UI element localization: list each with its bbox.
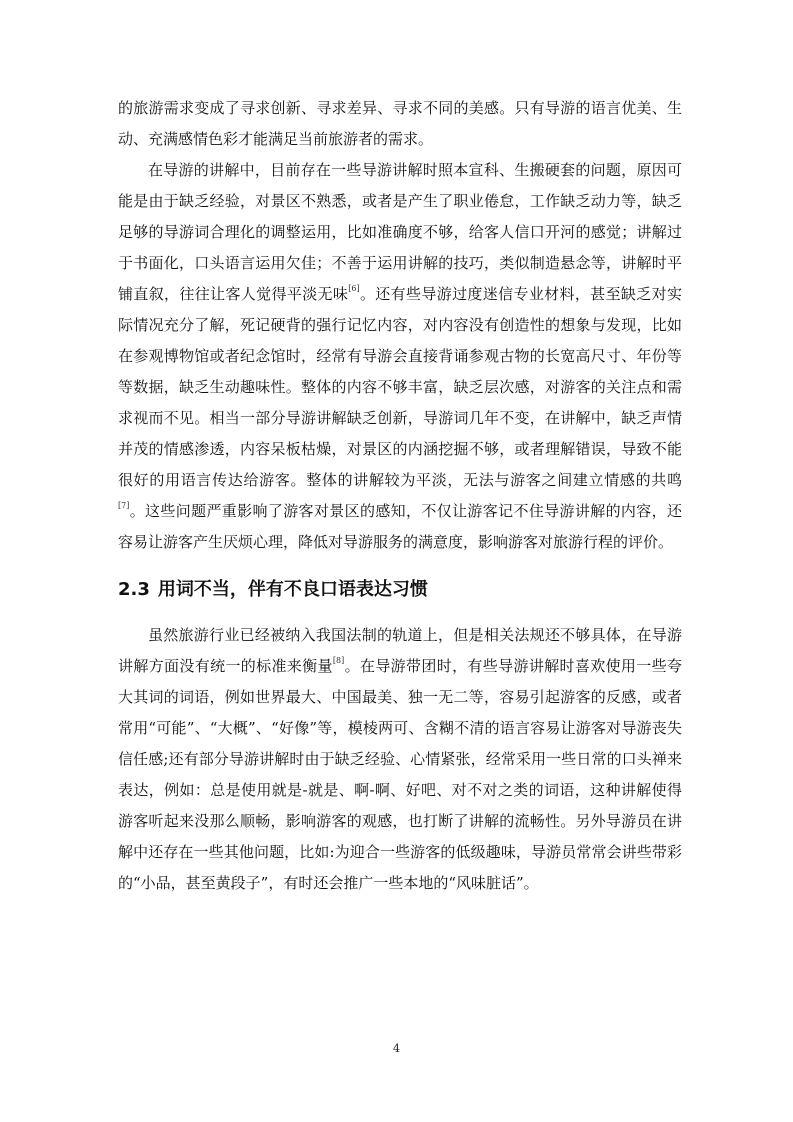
body-text-top [118, 93, 682, 558]
text-run: 的旅游需求变成了寻求创新、寻求差异、寻求不同的美感。只有导游的语言优美、生动、充满感情色彩才能满足当前旅游者的需求。 [118, 99, 682, 148]
paragraph-p1 [118, 93, 682, 155]
text-run: 。在导游带团时，有些导游讲解时喜欢使用一些夸大其词的词语，例如世界最大、中国最美、独一无二等，容易引起游客的反感，或者常用“可能”、“大概”、“好像”等，模棱两可、含糊不清的语言容易让游客对导游丧失信任感;还有部分导游讲解时由于缺乏经验、心情紧张，经常采用一些日常的口头禅来表达，例如：总是使用就是-就是、啊-啊、好吧、对不对之类的词语，这种讲解使得游客听起来没那么顺畅，影响游客的观感，也打断了讲解的流畅性。另外导游员在讲解中还存在一些其他问题，比如:为迎合一些游客的低级趣味，导游员常常会讲些带彩的“小品，甚至黄段子”，有时还会推广一些本地的“风味脏话”。 [118, 657, 682, 892]
text-run: 。这些问题严重影响了游客对景区的感知，不仅让游客记不住导游讲解的内容，还容易让游客产生厌烦心理，降低对导游服务的满意度，影响游客对旅游行程的评价。 [118, 502, 682, 551]
section-heading [118, 570, 682, 610]
page-body [118, 93, 682, 899]
text-run: 在导游的讲解中，目前存在一些导游讲解时照本宣科、生搬硬套的问题，原因可能是由于缺乏经验，对景区不熟悉，或者是产生了职业倦怠，工作缺乏动力等，缺乏足够的导游词合理化的调整运用，比如准确度不够，给客人信口开河的感觉；讲解过于书面化，口头语言运用欠佳；不善于运用讲解的技巧，类似制造悬念等，讲解时平铺直叙，往往让客人觉得平淡无味 [118, 161, 682, 303]
citation-marker: [8] [332, 656, 345, 665]
page-number: 4 [393, 1042, 400, 1055]
text-run: 。还有些导游过度迷信专业材料，甚至缺乏对实际情况充分了解，死记硬背的强行记忆内容，对内容没有创造性的想象与发现，比如在参观博物馆或者纪念馆时，经常有导游会直接背诵参观古物的长宽高尺寸、年份等等数据，缺乏生动趣味性。整体的内容不够丰富，缺乏层次感，对游客的关注点和需求视而不见。相当一部分导游讲解缺乏创新，导游词几年不变，在讲解中，缺乏声情并茂的情感渗透，内容呆板枯燥，对景区的内涵挖掘不够，或者理解错误，导致不能很好的用语言传达给游客。整体的讲解较为平淡，无法与游客之间建立情感的共鸣 [118, 285, 682, 489]
paragraph-p3 [118, 620, 682, 899]
text-run: 虽然旅游行业已经被纳入我国法制的轨道上，但是相关法规还不够具体，在导游讲解方面没有统一的标准来衡量 [118, 626, 682, 675]
citation-marker: [7] [118, 501, 130, 510]
citation-marker: [6] [348, 284, 360, 293]
section-number: 2.3 [118, 579, 150, 600]
paragraph-p2 [118, 155, 682, 558]
section-title: 用词不当，伴有不良口语表达习惯 [157, 579, 428, 600]
body-text-section [118, 620, 682, 899]
